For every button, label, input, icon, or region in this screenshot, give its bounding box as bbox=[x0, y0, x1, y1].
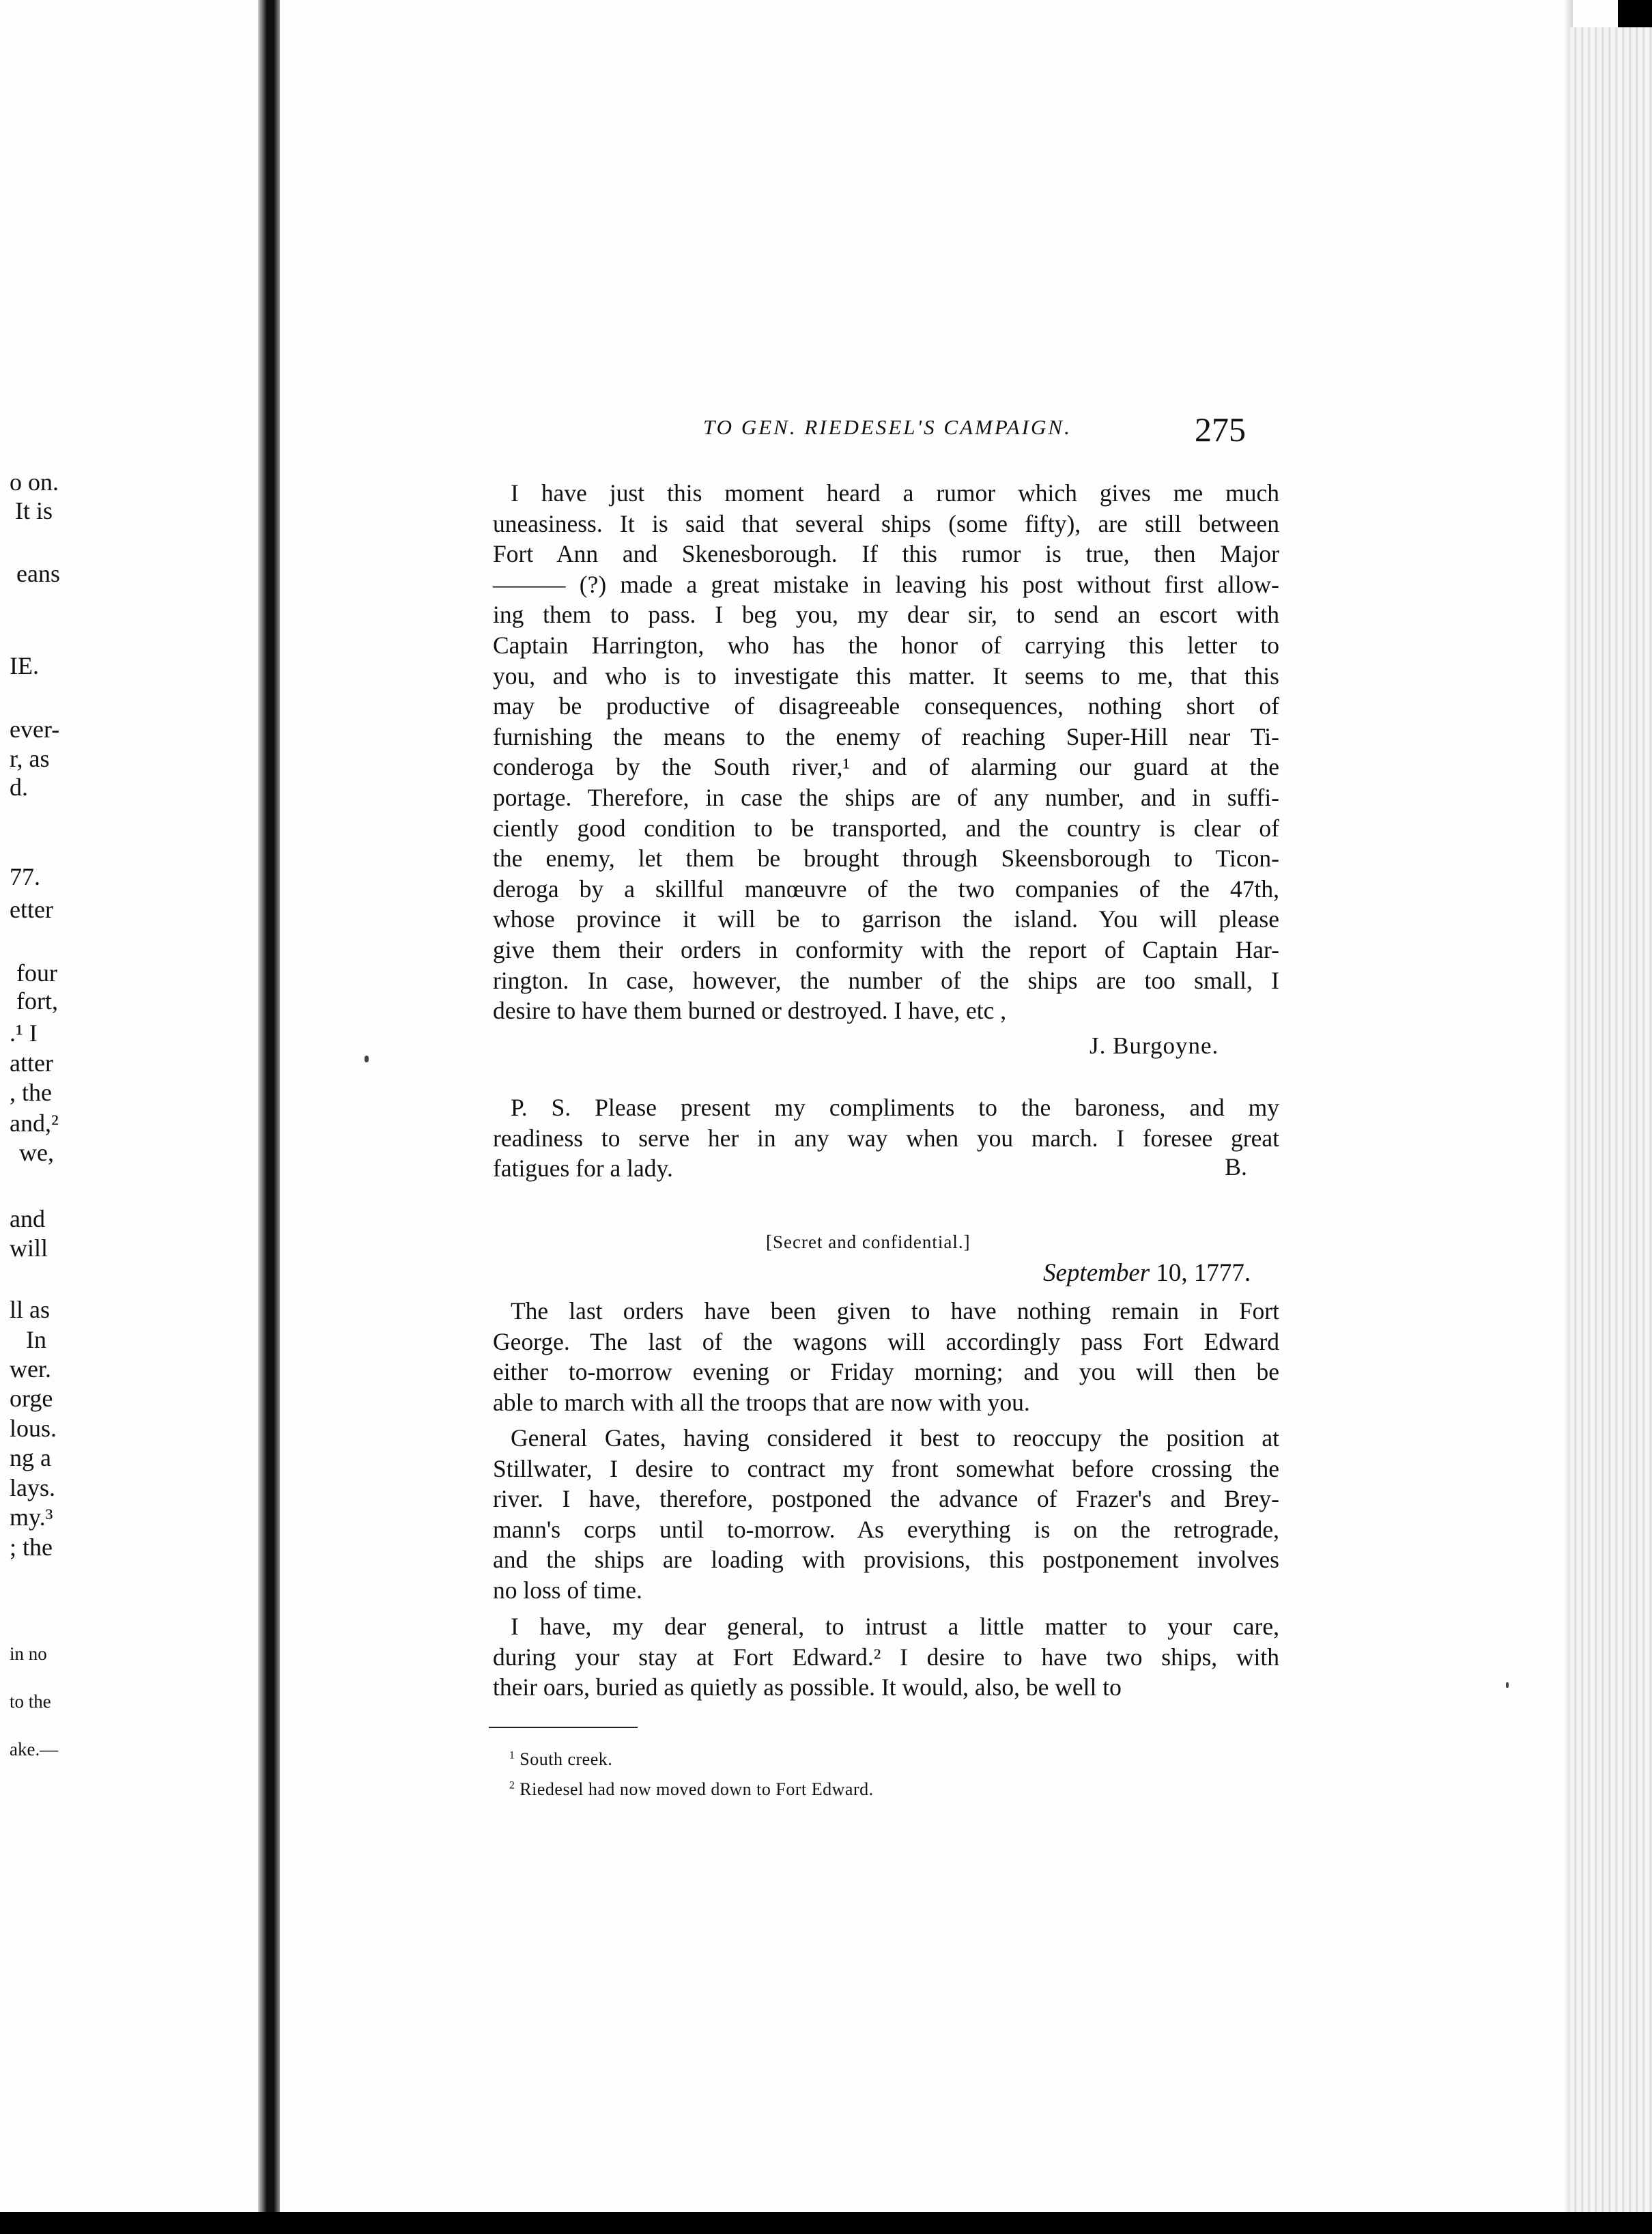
letter-one-line: you, and who is to investigate this matter. It seems to me, that this bbox=[493, 662, 1279, 690]
previous-page-text-fragment: r, as bbox=[10, 745, 50, 772]
letter-two-line: either to-morrow evening or Friday morning; and you will then be bbox=[493, 1358, 1279, 1386]
letter-two-line: river. I have, therefore, postponed the advance of Frazer's and Brey- bbox=[493, 1485, 1279, 1513]
postscript-line: P. S. Please present my compliments to the baroness, and my bbox=[511, 1094, 1279, 1121]
letter-one-line: deroga by a skillful manœuvre of the two companies of the 47th, bbox=[493, 875, 1279, 903]
previous-page-text-fragment: IE. bbox=[10, 652, 39, 679]
signature-burgoyne: J. Burgoyne. bbox=[1090, 1032, 1219, 1059]
previous-page-text-fragment: wer. bbox=[10, 1355, 51, 1383]
letter-two-line: their oars, buried as quietly as possible. It would, also, be well to bbox=[493, 1673, 1122, 1701]
footnote-1: $^1$ South creek. bbox=[509, 1749, 613, 1769]
previous-page-text-fragment: 77. bbox=[10, 863, 40, 890]
previous-page-text-fragment: lous. bbox=[10, 1415, 57, 1442]
previous-page-text-fragment: fort, bbox=[16, 987, 58, 1015]
postscript-body bbox=[493, 1092, 1279, 1184]
letter-two-line: no loss of time. bbox=[493, 1576, 642, 1604]
previous-page-text-fragment: will bbox=[10, 1234, 48, 1262]
previous-page-text-fragment: to the bbox=[10, 1691, 51, 1712]
letter-two-line: George. The last of the wagons will accordingly pass Fort Edward bbox=[493, 1327, 1279, 1355]
previous-page-text-fragment: eans bbox=[16, 560, 60, 587]
postscript-line: readiness to serve her in any way when you march. I foresee great bbox=[493, 1124, 1279, 1152]
book-gutter bbox=[258, 0, 283, 2212]
letter-two-paragraph-2 bbox=[493, 1423, 1279, 1606]
letter-one-body bbox=[493, 478, 1279, 1026]
previous-page-text-fragment: ll as bbox=[10, 1296, 50, 1323]
stacked-page-edges bbox=[1570, 27, 1652, 2212]
ink-speck bbox=[1506, 1682, 1509, 1688]
previous-page-text-fragment: and,² bbox=[10, 1109, 59, 1137]
previous-page-text-fragment: d. bbox=[10, 774, 28, 801]
previous-page-text-fragment: o on. bbox=[10, 468, 59, 496]
letter-one-line: I have just this moment heard a rumor which gives me much bbox=[511, 479, 1279, 507]
secret-confidential-note: [Secret and confidential.] bbox=[766, 1232, 971, 1252]
letter-two-line: The last orders have been given to have nothing remain in Fort bbox=[511, 1297, 1279, 1325]
previous-page-text-fragment: , the bbox=[10, 1079, 52, 1106]
previous-page-fragment bbox=[0, 0, 266, 2212]
letter-two-line: during your stay at Fort Edward.² I desire to have two ships, with bbox=[493, 1643, 1279, 1671]
previous-page-text-fragment: ake.— bbox=[10, 1739, 59, 1759]
letter-two-line: and the ships are loading with provisions, this postponement involves bbox=[493, 1546, 1279, 1574]
letter-one-line: uneasiness. It is said that several ships (some fifty), are still between bbox=[493, 509, 1279, 537]
date-day-year: 10, 1777. bbox=[1150, 1259, 1251, 1287]
letter-two-paragraph-3 bbox=[493, 1611, 1279, 1703]
letter-one-line: the enemy, let them be brought through Skeensborough to Ticon- bbox=[493, 845, 1279, 873]
previous-page-text-fragment: atter bbox=[10, 1049, 53, 1077]
letter-one-line: may be productive of disagreeable consequences, nothing short of bbox=[493, 692, 1279, 720]
letter-one-line: ciently good condition to be transported, and the country is clear of bbox=[493, 814, 1279, 842]
previous-page-text-fragment: etter bbox=[10, 896, 53, 923]
previous-page-text-fragment: ever- bbox=[10, 716, 60, 743]
letter-one-line: ing them to pass. I beg you, my dear sir, to send an escort with bbox=[493, 601, 1279, 629]
previous-page-text-fragment: orge bbox=[10, 1385, 53, 1412]
previous-page-text-fragment: ng a bbox=[10, 1444, 51, 1471]
letter-two-line: able to march with all the troops that are now with you. bbox=[493, 1388, 1030, 1416]
previous-page-text-fragment: lays. bbox=[10, 1474, 55, 1501]
previous-page-text-fragment: ; the bbox=[10, 1533, 53, 1561]
letter-two-line: Stillwater, I desire to contract my front somewhat before crossing the bbox=[493, 1454, 1279, 1482]
previous-page-text-fragment: in no bbox=[10, 1643, 47, 1664]
letter-date bbox=[1043, 1258, 1251, 1288]
letter-one-line: give them their orders in conformity with the report of Captain Har- bbox=[493, 935, 1279, 963]
previous-page-text-fragment: In bbox=[26, 1326, 46, 1353]
letter-one-line: Captain Harrington, who has the honor of carrying this letter to bbox=[493, 631, 1279, 659]
postscript-initial: B. bbox=[1225, 1153, 1248, 1180]
letter-one-line: Fort Ann and Skenesborough. If this rumor is true, then Major bbox=[493, 540, 1279, 568]
previous-page-text-fragment: and bbox=[10, 1205, 45, 1232]
footnote-rule bbox=[489, 1727, 638, 1728]
footnote-2: $^2$ Riedesel had now moved down to Fort Edward. bbox=[509, 1779, 874, 1799]
letter-two-paragraph-1 bbox=[493, 1296, 1279, 1417]
letter-one-line: portage. Therefore, in case the ships are of any number, and in suffi- bbox=[493, 783, 1279, 811]
previous-page-text-fragment: four bbox=[16, 959, 57, 987]
letter-one-line: ——— (?) made a great mistake in leaving his post without first allow- bbox=[493, 570, 1279, 598]
letter-two-line: General Gates, having considered it best to reoccupy the position at bbox=[511, 1424, 1279, 1452]
previous-page-text-fragment: .¹ I bbox=[10, 1019, 38, 1047]
ink-speck bbox=[365, 1056, 369, 1062]
letter-one-line: desire to have them burned or destroyed. I have, etc , bbox=[493, 997, 1007, 1025]
letter-one-line: whose province it will be to garrison the island. You will please bbox=[493, 905, 1279, 933]
previous-page-text-fragment: my.³ bbox=[10, 1503, 53, 1531]
letter-one-line: rington. In case, however, the number of the ships are too small, I bbox=[493, 966, 1279, 994]
date-month: September bbox=[1043, 1259, 1150, 1287]
letter-one-line: conderoga by the South river,¹ and of alarming our guard at the bbox=[493, 753, 1279, 781]
letter-two-line: I have, my dear general, to intrust a little matter to your care, bbox=[511, 1613, 1279, 1640]
postscript-line: fatigues for a lady. bbox=[493, 1155, 673, 1183]
previous-page-text-fragment: It is bbox=[15, 497, 53, 524]
previous-page-text-fragment: we, bbox=[19, 1139, 54, 1166]
running-header: TO GEN. RIEDESEL'S CAMPAIGN. bbox=[703, 415, 1072, 439]
page-number: 275 bbox=[1195, 410, 1246, 449]
letter-two-line: mann's corps until to-morrow. As everything is on the retrograde, bbox=[493, 1515, 1279, 1543]
letter-one-line: furnishing the means to the enemy of reaching Super-Hill near Ti- bbox=[493, 722, 1279, 750]
